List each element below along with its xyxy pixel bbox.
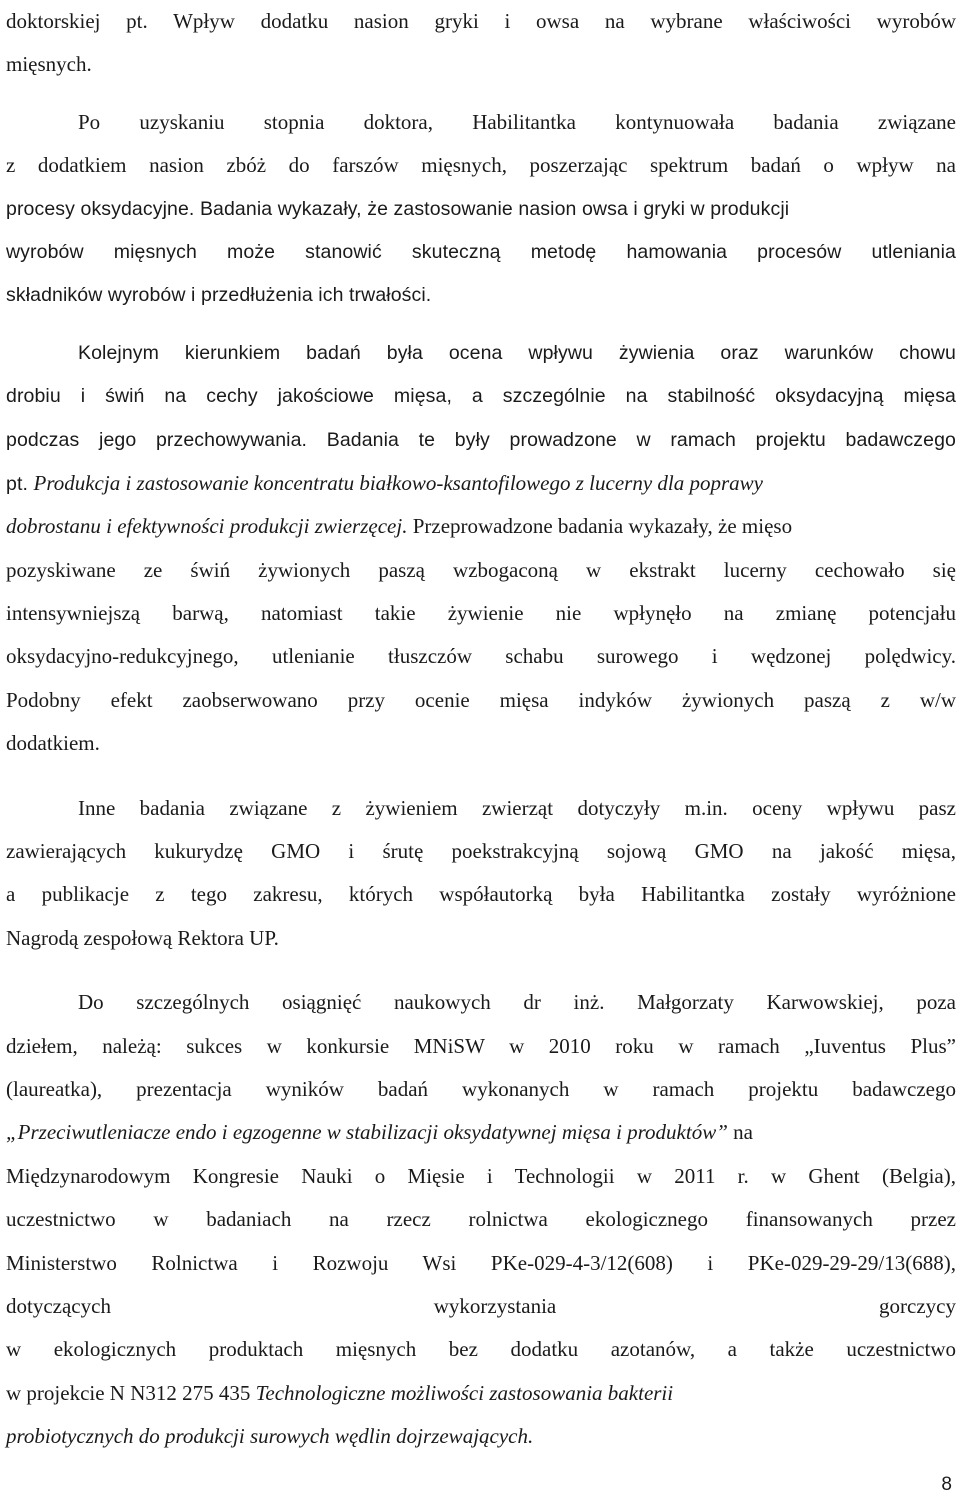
text-run: w projekcie N N312 275 435	[6, 1380, 256, 1405]
text-line: składników wyrobów i przedłużenia ich trwałości.	[6, 284, 432, 307]
text-line: intensywniejszą barwą, natomiast takie żywienie nie wpłynęło na zmianę potencjału	[6, 601, 956, 626]
project-title: dobrostanu i efektywności produkcji zwierzęcej.	[6, 514, 408, 539]
text-line: Nagrodą zespołową Rektora UP.	[6, 925, 279, 950]
text-line: w ekologicznych produktach mięsnych bez dodatku azotanów, a także uczestnictwo	[6, 1337, 956, 1362]
text-line	[6, 1372, 956, 1415]
text-line: z dodatkiem nasion zbóż do farszów mięsnych, poszerzając spektrum badań o wpływ na	[6, 153, 956, 178]
text-line: uczestnictwo w badaniach na rzecz rolnictwa ekologicznego finansowanych przez	[6, 1207, 956, 1232]
text-run: procesy oksydacyjne.	[6, 197, 195, 220]
text-line: zawierających kukurydzę GMO i śrutę poekstrakcyjną sojową GMO na jakość mięsa,	[6, 839, 956, 864]
project-title: Technologiczne możliwości zastosowania bakterii	[255, 1380, 674, 1405]
text-line: oksydacyjno-redukcyjnego, utlenianie tłuszczów schabu surowego i wędzonej polędwicy.	[6, 644, 956, 669]
text-line: doktorskiej pt. Wpływ dodatku nasion gryki i owsa na wybrane właściwości wyrobów	[6, 9, 956, 33]
text-line: dodatkiem.	[6, 731, 100, 756]
text-line: a publikacje z tego zakresu, których współautorką była Habilitantka zostały wyróżnione	[6, 882, 956, 907]
text-line: pozyskiwane ze świń żywionych paszą wzbogaconą w ekstrakt lucerny cechowało się	[6, 557, 956, 582]
text-line: (laureatka), prezentacja wyników badań wykonanych w ramach projektu badawczego	[6, 1076, 956, 1101]
text-line	[6, 188, 956, 231]
text-run: Badania wykazały, że zastosowanie nasion owsa i gryki w produkcji	[194, 197, 790, 220]
text-run: Przeprowadzone badania wykazały, że mięso	[407, 514, 793, 539]
text-line: podczas jego przechowywania. Badania te były prowadzone w ramach projektu badawczego	[6, 428, 956, 451]
document-page	[6, 0, 956, 1459]
text-line: wyrobów mięsnych może stanowić skuteczną metodę hamowania procesów utleniania	[6, 240, 956, 263]
text-line: probiotycznych do produkcji surowych wędlin dojrzewających.	[6, 1424, 534, 1449]
text-line: Międzynarodowym Kongresie Nauki o Mięsie i Technologii w 2011 r. w Ghent (Belgia),	[6, 1163, 956, 1188]
page-number: 8	[941, 1474, 952, 1495]
text-line: mięsnych.	[6, 52, 92, 77]
project-title: Produkcja i zastosowanie koncentratu białkowo-ksantofilowego z lucerny dla poprawy	[33, 470, 763, 495]
project-title: „Przeciwutleniacze endo i egzogenne w stabilizacji oksydatywnej mięsa i produktów”	[6, 1120, 728, 1145]
text-line: Podobny efekt zaobserwowano przy ocenie mięsa indyków żywionych paszą z w/w	[6, 687, 956, 712]
text-line: drobiu i świń na cechy jakościowe mięsa, a szczególnie na stabilność oksydacyjną mięsa	[6, 385, 956, 408]
text-run: na	[727, 1120, 753, 1145]
text-run: pt.	[6, 472, 34, 495]
text-line: Kolejnym kierunkiem badań była ocena wpływu żywienia oraz warunków chowu	[78, 341, 956, 364]
text-line: Po uzyskaniu stopnia doktora, Habilitantka kontynuowała badania związane	[78, 109, 956, 134]
text-line: Do szczególnych osiągnięć naukowych dr inż. Małgorzaty Karwowskiej, poza	[78, 990, 956, 1015]
text-line: Inne badania związane z żywieniem zwierząt dotyczyły m.in. oceny wpływu pasz	[78, 795, 956, 820]
text-line	[6, 505, 956, 548]
text-line: dotyczących wykorzystania gorczycy	[6, 1293, 956, 1318]
text-line	[6, 1111, 956, 1154]
text-line	[6, 462, 956, 505]
text-line: dziełem, należą: sukces w konkursie MNiSW w 2010 roku w ramach „Iuventus Plus”	[6, 1033, 956, 1058]
text-line: Ministerstwo Rolnictwa i Rozwoju Wsi PKe-029-4-3/12(608) i PKe-029-29-29/13(688),	[6, 1250, 956, 1275]
